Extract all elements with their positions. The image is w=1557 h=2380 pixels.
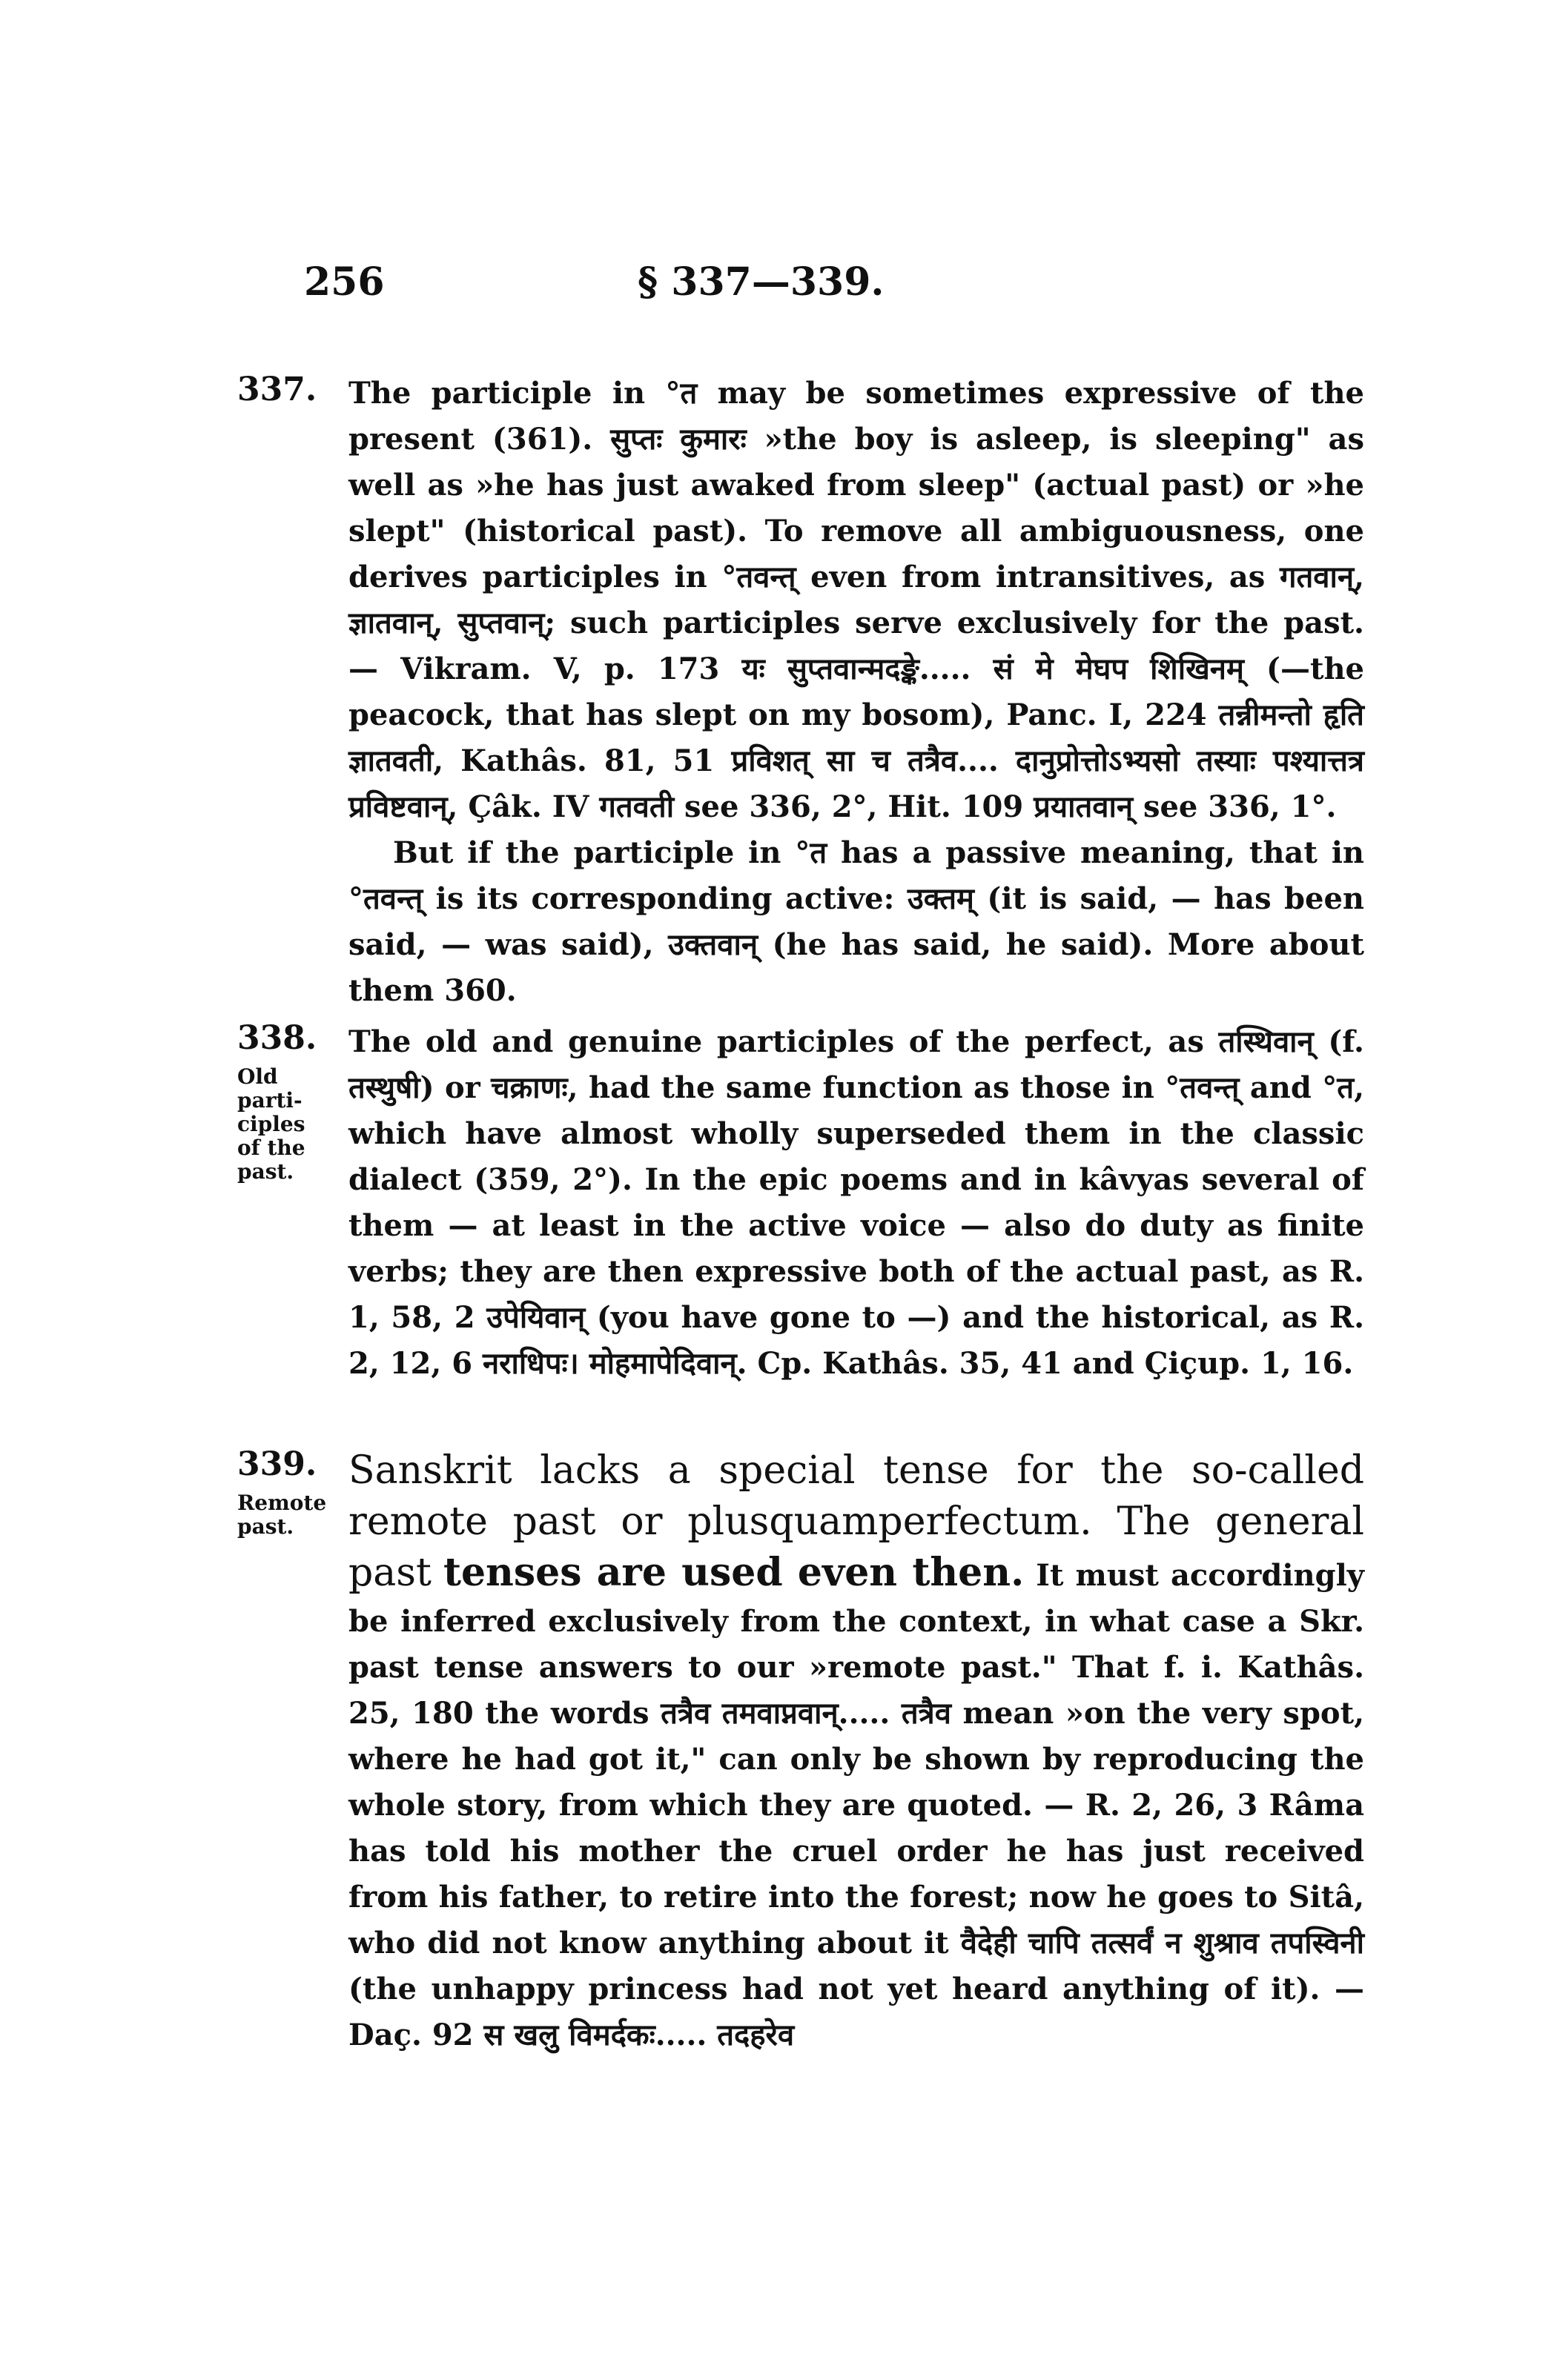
section-338 (237, 1019, 1364, 1387)
page-header (304, 259, 1379, 319)
section-body (348, 1019, 1364, 1387)
paragraph: The participle in °त may be sometimes expressive of the present (361). सुप्तः कुमारः »the boy is asleep, is sleeping" as well as »he has just awaked from sleep" (actual past) or »he slept" (historical past). To remove all ambiguousness, one derives participles in °तवन्त् even from intransitives, as गतवान्, ज्ञातवान्, सुप्तवान्; such participles serve exclusively for the past. — Vikram. V, p. 173 यः सुप्तवान्मदङ्के..... सं मे मेघप शिखिनम् (—the peacock, that has slept on my bosom), Panc. I, 224 तन्नीमन्तो हृति ज्ञातवती, Kathâs. 81, 51 प्रविशत् सा च तत्रैव.... दानुप्रोत्तोऽभ्यसो तस्याः पश्यात्तत्र प्रविष्टवान्, Çâk. IV गतवती see 336, 2°, Hit. 109 प्रयातवान् see 336, 1°. (348, 376, 1364, 824)
margin-note: Old parti- ciples of the past. (237, 1064, 305, 1184)
lead-text: Sanskrit lacks a special tense for the so-called remote past or plusquamperfectum. The general past (348, 1448, 1364, 1595)
body-text: It must accordingly be inferred exclusively from the context, in what case a Skr. past tense answers to our »remote past." That f. i. Kathâs. 25, 180 the words तत्रैव तमवाप्नवान्..... तत्रैव mean »on the very spot, where he had got it," can only be shown by reproducing the whole story, from which they are quoted. — R. 2, 26, 3 Râma has told his mother the cruel order he has just received from his father, to retire into the forest; now he goes to Sitâ, who did not know anything about it वैदेही चापि तत्सर्वं न शुश्राव तपस्विनी (the unhappy princess had not yet heard anything of it). — Daç. 92 स खलु विमर्दकः..... तदहरेव (348, 1558, 1365, 2052)
section-number: 339. (237, 1445, 317, 1483)
section-number: 337. (237, 371, 317, 408)
section-body (348, 1445, 1364, 2058)
section-range: § 337—339. (638, 259, 885, 305)
section-337 (237, 371, 1364, 1014)
section-body (348, 371, 1364, 1014)
paragraph: The old and genuine participles of the perfect, as तस्थिवान् (f. तस्थुषी) or चक्राणः, had the same function as those in °तवन्त् and °त, which have almost wholly superseded them in the classic dialect (359, 2°). In the epic poems and in kâvyas several of them — at least in the active voice — also do duty as finite verbs; they are then expressive both of the actual past, as R. 1, 58, 2 उपेयिवान् (you have gone to —) and the historical, as R. 2, 12, 6 नराधिपः। मोहमापेदिवान्. Cp. Kathâs. 35, 41 and Çiçup. 1, 16. (348, 1024, 1364, 1381)
section-number: 338. (237, 1019, 317, 1057)
paragraph: But if the participle in °त has a passive meaning, that in °तवन्त् is its corresponding active: उक्तम् (it is said, — has been said, — was said), उक्तवान् (he has said, he said). More about them 360. (348, 835, 1364, 1008)
page-number: 256 (304, 259, 385, 305)
margin-note: Remote past. (237, 1491, 327, 1539)
lead-text-bold: tenses are used even then. (443, 1550, 1025, 1595)
section-339 (237, 1445, 1364, 2058)
paragraph (348, 1445, 1364, 2058)
